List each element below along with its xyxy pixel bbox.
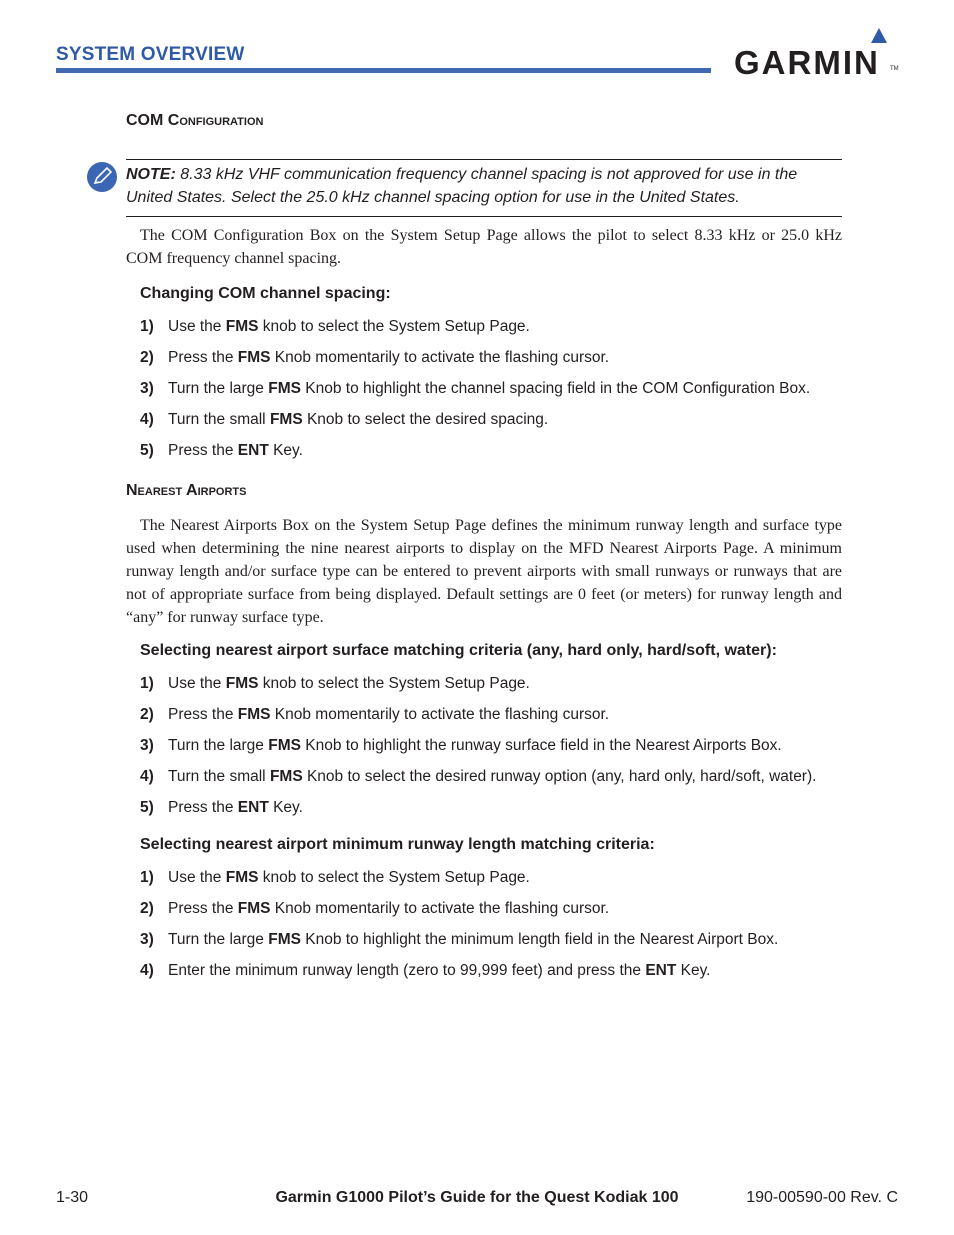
note-label: NOTE: (126, 166, 176, 183)
step-number: 4) (140, 411, 154, 428)
step-text: Knob to highlight the runway surface field in the Nearest Airports Box. (300, 737, 782, 754)
step-number: 2) (140, 349, 154, 366)
step-text: Enter the minimum runway length (zero to 99,999 feet) and press the (168, 962, 646, 979)
step-text: Press the (168, 706, 238, 723)
procedure-step (140, 706, 609, 724)
note-body: 8.33 kHz VHF communication frequency channel spacing is not approved for use in the United States. Select the 25.0 kHz channel spacing option for use in the United States. (126, 166, 798, 206)
step-key-name: ENT (645, 962, 677, 979)
step-text: Turn the large (168, 931, 269, 948)
procedure-step (140, 737, 782, 755)
step-text: Press the (168, 349, 238, 366)
step-key-name: FMS (268, 931, 301, 948)
step-text: Key. (268, 442, 303, 459)
step-text: Turn the small (168, 411, 270, 428)
procedure-step (140, 900, 609, 918)
step-number: 4) (140, 768, 154, 785)
step-key-name: ENT (237, 799, 269, 816)
step-key-name: FMS (237, 706, 271, 723)
step-key-name: FMS (237, 349, 271, 366)
step-number: 3) (140, 380, 154, 397)
step-key-name: FMS (269, 411, 303, 428)
step-number: 2) (140, 706, 154, 723)
step-key-name: FMS (268, 737, 301, 754)
step-key-name: FMS (237, 900, 271, 917)
step-key-name: FMS (225, 318, 259, 335)
step-key-name: FMS (225, 675, 259, 692)
step-number: 4) (140, 962, 154, 979)
procedure-step (140, 411, 548, 429)
step-key-name: FMS (225, 869, 259, 886)
step-text: Use the (168, 318, 226, 335)
logo-trademark: TM (890, 66, 899, 72)
step-text: Knob to highlight the minimum length field in the Nearest Airport Box. (300, 931, 779, 948)
step-text: Key. (676, 962, 711, 979)
step-text: knob to select the System Setup Page. (258, 318, 530, 335)
procedure-title-runway-length: Selecting nearest airport minimum runway length matching criteria: (140, 836, 655, 853)
step-text: Turn the large (168, 737, 269, 754)
step-text: Key. (268, 799, 303, 816)
step-number: 3) (140, 737, 154, 754)
logo-wordmark: GARMIN (734, 44, 880, 81)
step-number: 5) (140, 442, 154, 459)
nearest-airports-paragraph: The Nearest Airports Box on the System Setup Page defines the minimum runway length and surface type used when determining the nine nearest airports to display on the MFD Nearest Airports Page. A minimum runway length and/or surface type can be entered to prevent airports with small runways or runways that are not of appropriate surface from being displayed. Default settings are 0 feet (or meters) for runway length and “any” for runway surface type. (126, 517, 842, 626)
procedure-step (140, 675, 530, 693)
procedure-step (140, 442, 303, 460)
step-number: 1) (140, 675, 154, 692)
footer-title: Garmin G1000 Pilot’s Guide for the Quest Kodiak 100 (275, 1189, 679, 1206)
step-text: knob to select the System Setup Page. (258, 869, 530, 886)
procedure-step (140, 768, 816, 786)
procedure-step (140, 869, 530, 887)
step-number: 3) (140, 931, 154, 948)
step-number: 2) (140, 900, 154, 917)
procedure-title-com-spacing: Changing COM channel spacing: (140, 285, 391, 302)
procedure-step (140, 931, 778, 949)
step-text: Turn the small (168, 768, 270, 785)
note-pencil-icon (86, 161, 118, 193)
procedure-step (140, 380, 810, 398)
step-text: Turn the large (168, 380, 269, 397)
step-text: Use the (168, 675, 226, 692)
step-number: 1) (140, 318, 154, 335)
heading-com-configuration: COM Configuration (126, 112, 264, 129)
note-text (126, 163, 842, 209)
step-key-name: FMS (268, 380, 301, 397)
step-text: Knob momentarily to activate the flashing cursor. (270, 349, 610, 366)
step-number: 5) (140, 799, 154, 816)
com-paragraph: The COM Configuration Box on the System Setup Page allows the pilot to select 8.33 kHz or 25.0 kHz COM frequency channel spacing. (126, 227, 842, 267)
document-number: 190-00590-00 Rev. C (746, 1189, 898, 1206)
note-bottom-rule (126, 216, 842, 217)
procedure-title-surface: Selecting nearest airport surface matching criteria (any, hard only, hard/soft, water): (140, 642, 777, 659)
procedure-step (140, 318, 530, 336)
procedure-step (140, 349, 609, 367)
step-text: knob to select the System Setup Page. (258, 675, 530, 692)
garmin-triangle-icon (871, 28, 887, 43)
step-text: Knob to select the desired spacing. (302, 411, 549, 428)
step-text: Press the (168, 799, 238, 816)
step-text: Press the (168, 900, 238, 917)
heading-nearest-airports: Nearest Airports (126, 482, 247, 499)
header-rule (56, 68, 711, 73)
step-text: Knob momentarily to activate the flashing cursor. (270, 706, 610, 723)
step-text: Knob to highlight the channel spacing field in the COM Configuration Box. (300, 380, 811, 397)
step-key-name: ENT (237, 442, 269, 459)
step-text: Knob to select the desired runway option (any, hard only, hard/soft, water). (302, 768, 817, 785)
step-text: Press the (168, 442, 238, 459)
section-title: SYSTEM OVERVIEW (56, 44, 245, 65)
step-text: Knob momentarily to activate the flashing cursor. (270, 900, 610, 917)
procedure-step (140, 799, 303, 817)
page-number: 1-30 (56, 1189, 89, 1206)
note-top-rule (126, 159, 842, 160)
procedure-step (140, 962, 710, 980)
step-text: Use the (168, 869, 226, 886)
step-key-name: FMS (269, 768, 303, 785)
garmin-logo (734, 26, 900, 81)
step-number: 1) (140, 869, 154, 886)
